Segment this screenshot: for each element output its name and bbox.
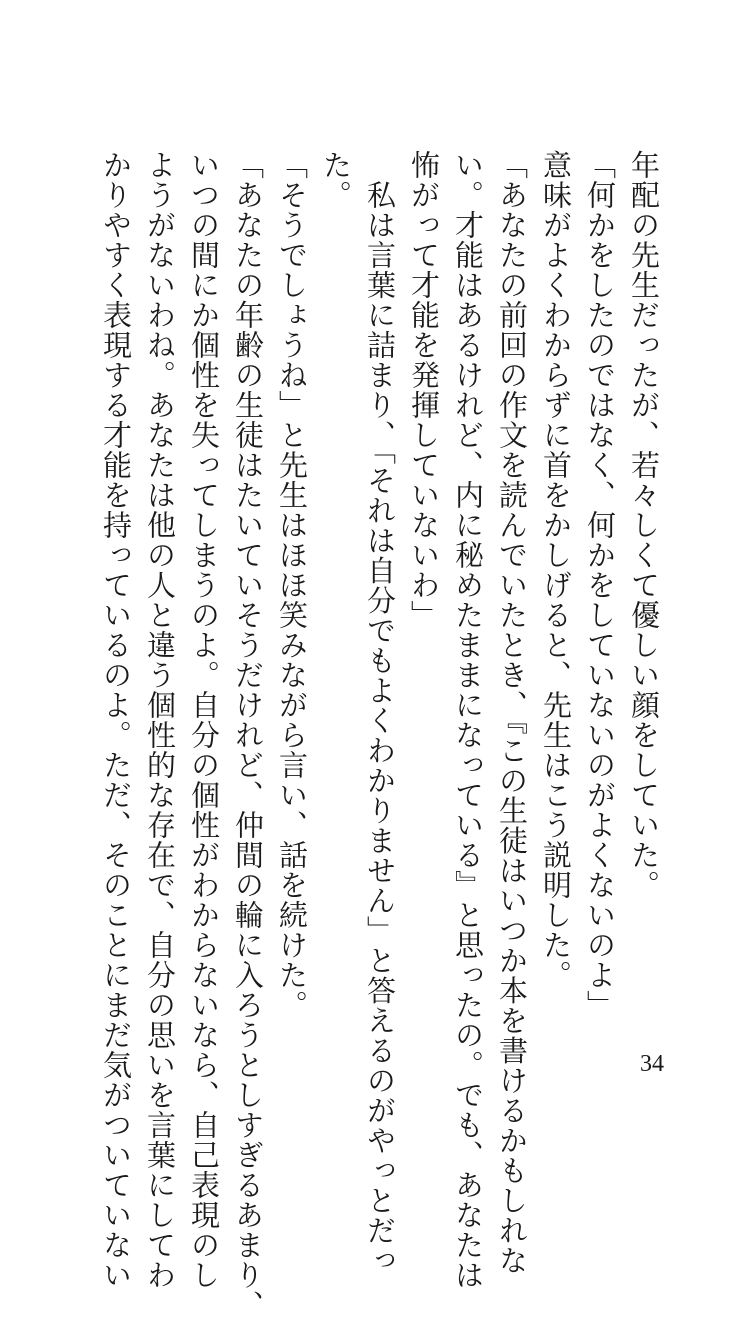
vertical-text-block xyxy=(94,150,666,1320)
text-line: 「あなたの年齢の生徒はたいていそうだけれど、仲間の輪に入ろうとしすぎるあまり、 xyxy=(231,150,265,1320)
text-line: かりやすく表現する才能を持っているのよ。ただ、そのことにまだ気がついていない xyxy=(99,150,133,1290)
text-line: 私は言葉に詰まり、「それは自分でもよくわかりません」と答えるのがやっとだっ xyxy=(363,150,397,1276)
text-line: い。才能はあるけれど、内に秘めたままになっている』と思ったの。でも、あなたは xyxy=(451,150,485,1290)
text-line: 「そうでしょうね」と先生はほほ笑みながら言い、話を続けた。 xyxy=(275,150,309,1020)
text-line: いつの間にか個性を失ってしまうのよ。自分の個性がわからないなら、自己表現のし xyxy=(187,150,221,1290)
text-line: ようがないわね。あなたは他の人と違う個性的な存在で、自分の思いを言葉にしてわ xyxy=(143,150,177,1290)
text-line: 「何かをしたのではなく、何かをしていないのがよくないのよ」 xyxy=(583,150,617,1020)
text-line: 年配の先生だったが、若々しくて優しい顔をしていた。 xyxy=(627,150,661,900)
text-line: た。 xyxy=(319,150,353,210)
text-line: 「あなたの前回の作文を読んでいたとき、『この生徒はいつか本を書けるかもしれな xyxy=(495,150,529,1276)
text-line: 怖がって才能を発揮していないわ」 xyxy=(407,150,441,630)
text-line: 意味がよくわからずに首をかしげると、先生はこう説明した。 xyxy=(539,150,573,990)
page-number: 34 xyxy=(640,1051,664,1077)
